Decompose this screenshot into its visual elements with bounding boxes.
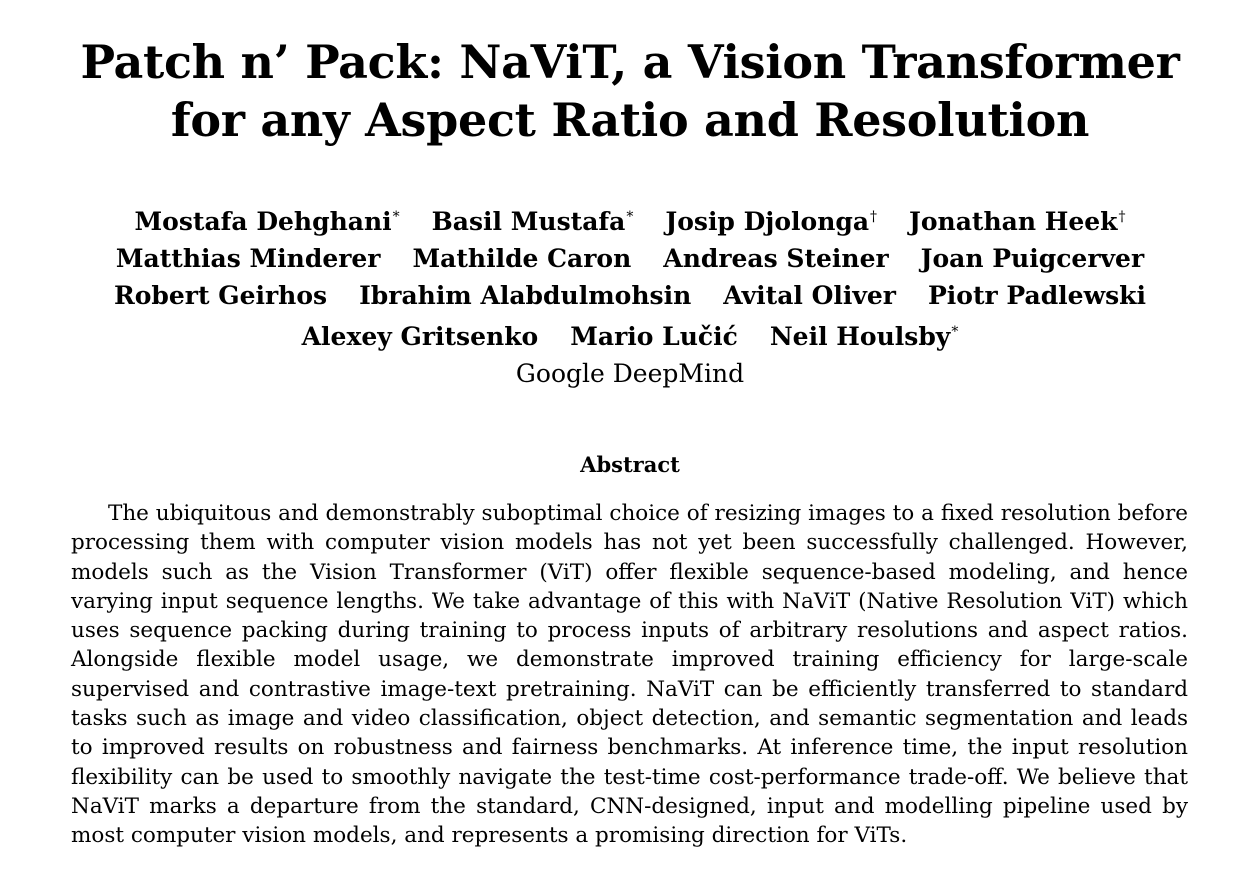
author	[921, 240, 1144, 277]
author	[412, 240, 631, 277]
author-name: Mathilde Caron	[412, 244, 632, 273]
abstract-body: The ubiquitous and demonstrably suboptimal choice of resizing images to a fixed resolution before processing them with computer vision models has not yet been successfully challenged. However, models such as the Vision Transformer (ViT) offer flexible sequence-based modeling, and hence varying input sequence lengths. We take advantage of this with NaViT (Native Resolution ViT) which uses sequence packing during training to process inputs of arbitrary resolutions and aspect ratios. Alongside flexible model usage, we demonstrate improved training efficiency for large-scale supervised and contrastive image-text pretraining. NaViT can be efficiently transferred to standard tasks such as image and video classification, object detection, and semantic segmentation and leads to improved results on robustness and fairness benchmarks. At inference time, the input resolution flexibility can be used to smoothly navigate the test-time cost-performance trade-off. We believe that NaViT marks a departure from the standard, CNN-designed, input and modelling pipeline used by most computer vision models, and represents a promising direction for ViTs.	[71, 501, 1188, 849]
author	[135, 199, 400, 240]
author-name: Piotr Padlewski	[927, 281, 1147, 310]
author	[359, 277, 691, 314]
author-block	[0, 199, 1260, 392]
abstract-heading: Abstract	[580, 452, 680, 477]
author-row	[0, 199, 1260, 240]
author	[663, 240, 888, 277]
author-name: Mario Lučić	[570, 322, 738, 351]
author-name: Andreas Steiner	[663, 244, 889, 273]
author-row	[0, 240, 1260, 277]
author	[114, 277, 327, 314]
author	[723, 277, 896, 314]
author-name: Jonathan Heek	[909, 207, 1118, 236]
author-name: Ibrahim Alabdulmohsin	[359, 281, 692, 310]
author-affiliation-mark: †	[1118, 209, 1126, 225]
author-name: Basil Mustafa	[431, 207, 626, 236]
author-affiliation-mark: *	[626, 209, 634, 225]
author-row	[0, 277, 1260, 314]
author-name: Joan Puigcerver	[920, 244, 1145, 273]
author-name: Robert Geirhos	[113, 281, 328, 310]
paper-title-line-2: for any Aspect Ratio and Resolution	[170, 93, 1090, 147]
paper-title	[0, 33, 1260, 149]
author-affiliation-mark: *	[392, 209, 400, 225]
author	[665, 199, 877, 240]
author	[432, 199, 634, 240]
author-name: Neil Houlsby	[769, 322, 951, 351]
author	[302, 318, 539, 355]
author-affiliation-mark: †	[870, 209, 878, 225]
author	[116, 240, 381, 277]
author-name: Alexey Gritsenko	[301, 322, 539, 351]
author-affiliation-mark: *	[951, 324, 959, 340]
author-name: Mostafa Dehghani	[134, 207, 392, 236]
author-name: Matthias Minderer	[115, 244, 381, 273]
author	[928, 277, 1146, 314]
author-name: Josip Djolonga	[665, 207, 870, 236]
author-row	[0, 314, 1260, 355]
author	[570, 318, 738, 355]
affiliation: Google DeepMind	[515, 359, 745, 388]
paper-title-line-1: Patch n’ Pack: NaViT, a Vision Transformer	[80, 35, 1180, 89]
author	[770, 314, 959, 355]
author-name: Avital Oliver	[723, 281, 896, 310]
author	[909, 199, 1125, 240]
